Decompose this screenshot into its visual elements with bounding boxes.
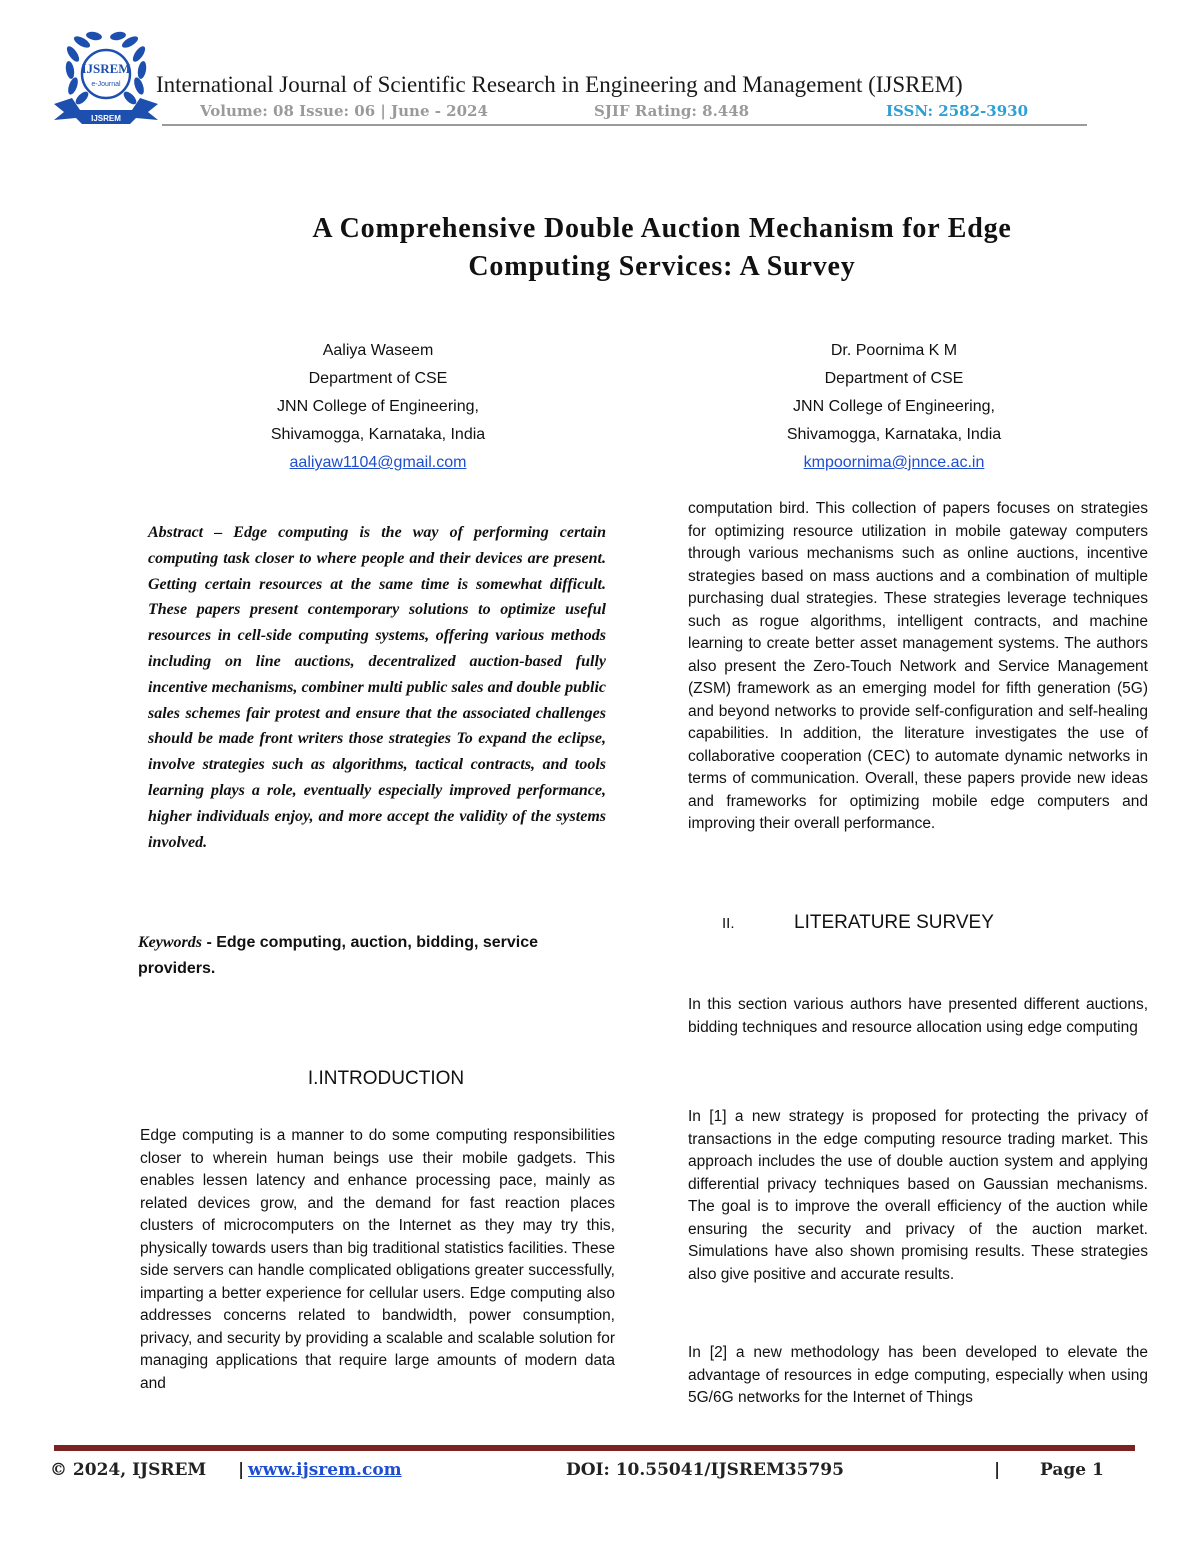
literature-intro-paragraph: In this section various authors have presented different auctions, bidding techniques and resource allocation using edge computing: [688, 996, 1148, 1036]
author-email-link[interactable]: aaliyaw1104@gmail.com: [289, 454, 467, 471]
page-footer: [50, 1460, 1150, 1490]
footer-copyright: © 2024, IJSREM: [50, 1460, 207, 1480]
author-email-link[interactable]: kmpoornima@jnnce.ac.in: [803, 454, 985, 471]
keywords: [138, 930, 608, 982]
footer-divider: [54, 1445, 1135, 1451]
section-heading-literature-survey: [722, 912, 1162, 934]
issn: ISSN: 2582-3930: [886, 102, 1029, 120]
header-divider: [162, 124, 1087, 126]
introduction-paragraph: Edge computing is a manner to do some computing responsibilities closer to wherein human beings use their mobile gadgets. This enables lessen latency and enhance processing pace, mainly as related devices grow, and the demand for fast reaction places clusters of microcomputers on the Internet as they may try this, physically towards users than big traditional statistics facilities. These side servers can handle complicated obligations greater successfully, imparting a better experience for cellular users. Edge computing also addresses concerns related to bandwidth, power consumption, privacy, and security by providing a scalable and scalable solution for managing applications that require large amounts of modern data and: [140, 1127, 615, 1392]
journal-logo-graphic: [50, 30, 162, 128]
paper-title-line-1: A Comprehensive Double Auction Mechanism for Edge: [312, 213, 1012, 244]
author-block-2: [684, 337, 1104, 477]
sjif-rating: SJIF Rating: 8.448: [594, 102, 750, 120]
logo-subtitle: e-Journal: [91, 81, 121, 88]
author-name: Dr. Poornima K M: [830, 342, 958, 359]
author-name: Aaliya Waseem: [322, 342, 434, 359]
footer-doi: DOI: 10.55041/IJSREM35795: [566, 1460, 844, 1480]
author-department: Department of CSE: [308, 370, 448, 387]
volume-issue: Volume: 08 Issue: 06 | June - 2024: [200, 102, 488, 120]
paper-title: [150, 210, 1174, 286]
literature-paragraph-2: In [2] a new methodology has been developed to elevate the advantage of resources in edge computing, especially when using 5G/6G networks for the Internet of Things: [688, 1344, 1148, 1406]
section-title: LITERATURE SURVEY: [794, 912, 994, 933]
keywords-text: - Edge computing, auction, bidding, service providers.: [138, 934, 539, 977]
introduction-continuation-paragraph: computation bird. This collection of papers focuses on strategies for optimizing resource utilization in mobile gateway computers through various mechanisms such as online auctions, incentive strategies based on mass auctions and a combination of multiple purchasing dual strategies. These strategies leverage techniques such as rogue algorithms, intelligent contracts, and machine learning to create better asset management systems. The authors also present the Zero-Touch Network and Service Management (ZSM) framework as an emerging model for fifth generation (5G) and beyond networks to provide self-configuration and self-healing capabilities. In addition, the literature investigates the use of collaborative cooperation (CEC) to automate dynamic networks in terms of communication. Overall, these papers provide new ideas and frameworks for optimizing mobile edge computers and improving their overall performance.: [688, 500, 1148, 832]
literature-paragraph-1: In [1] a new strategy is proposed for protecting the privacy of transactions in the edge computing resource trading market. This approach includes the use of double auction system and applying differential privacy techniques based on Gaussian mechanisms. The goal is to improve the overall efficiency of the auction while ensuring the security and privacy of the auction market. Simulations have also shown promising results. These strategies also give positive and accurate results.: [688, 1108, 1148, 1283]
journal-meta-row: [200, 102, 1080, 124]
logo-banner-text: IJSREM: [91, 114, 121, 123]
author-block-1: [168, 337, 588, 477]
journal-logo: [50, 30, 162, 128]
footer-website-link[interactable]: www.ijsrem.com: [248, 1460, 402, 1480]
journal-title: International Journal of Scientific Research in Engineering and Management (IJSREM): [156, 72, 963, 97]
logo-name: IJSREM: [81, 61, 131, 76]
keywords-label: Keywords: [138, 934, 202, 951]
author-college: JNN College of Engineering,: [793, 398, 995, 415]
author-college: JNN College of Engineering,: [277, 398, 479, 415]
abstract-paragraph: Abstract – Edge computing is the way of performing certain computing task closer to where people and their devices are present. Getting certain resources at the same time is somewhat difficult. These papers present contemporary solutions to optimize useful resources in cell-side computing systems, offering various methods including on line auctions, decentralized auction-based fully incentive mechanisms, combiner multi public sales and double public sales schemes fair protest and ensure that the associated challenges should be made front writers those strategies To expand the eclipse, involve strategies such as algorithms, tactical contracts, and tools learning plays a role, eventually especially improved performance, higher individuals enjoy, and more accept the validity of the systems involved.: [148, 524, 606, 851]
author-department: Department of CSE: [824, 370, 964, 387]
author-location: Shivamogga, Karnataka, India: [270, 426, 486, 443]
footer-separator: |: [994, 1460, 1001, 1480]
footer-separator: |: [238, 1460, 245, 1480]
section-heading-introduction: I.INTRODUCTION: [307, 1068, 465, 1089]
section-number: II.: [722, 915, 735, 932]
author-location: Shivamogga, Karnataka, India: [786, 426, 1002, 443]
paper-title-line-2: Computing Services: A Survey: [468, 251, 856, 282]
footer-page-number: Page 1: [1040, 1460, 1104, 1480]
